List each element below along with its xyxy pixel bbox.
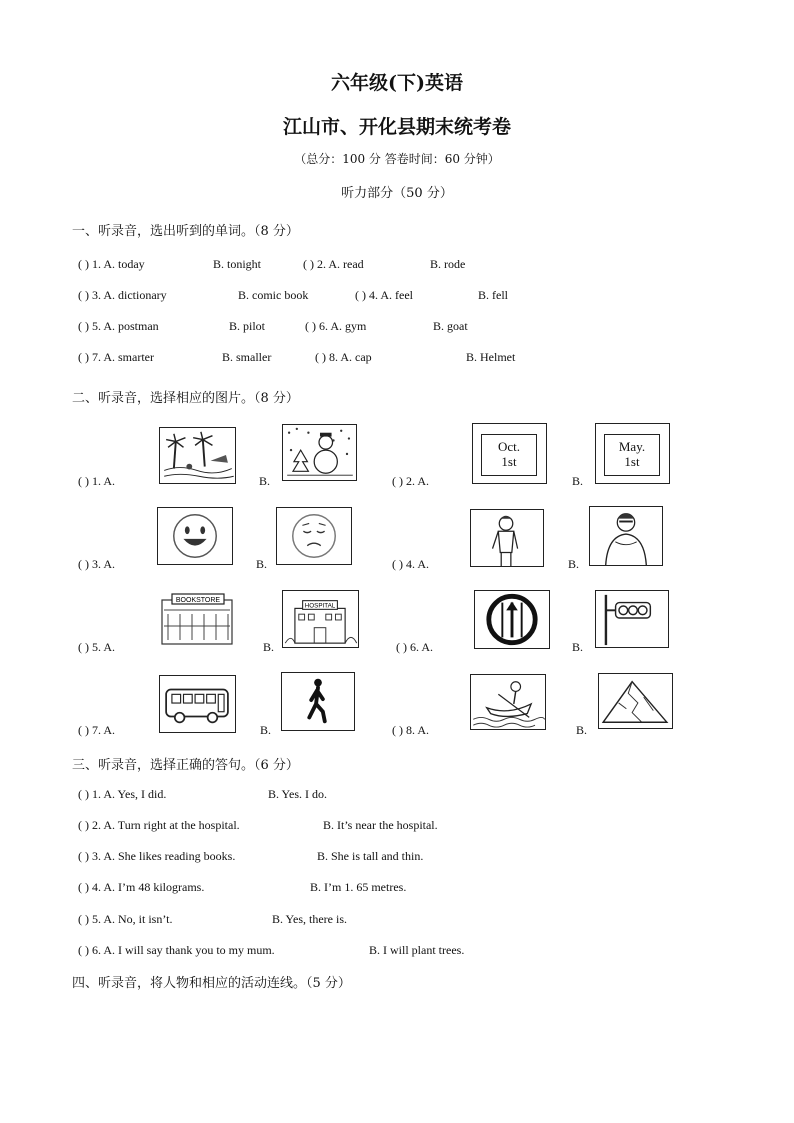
- answer-1-b: B. Yes. I do.: [268, 787, 328, 801]
- question-6-b: B. goat: [433, 319, 468, 333]
- answer-4-b: B. I’m 1. 65 metres.: [310, 880, 407, 894]
- picture-question-6-b-label: B.: [572, 640, 584, 654]
- bus-picture: [159, 675, 236, 733]
- beach-picture: [159, 427, 236, 484]
- answer-1-a: ( ) 1. A. Yes, I did.: [78, 787, 167, 801]
- picture-question-8-label: ( ) 8. A.: [392, 723, 429, 737]
- bookstore-sign: BOOKSTORE: [175, 597, 221, 604]
- question-8-a: ( ) 8. A. cap: [315, 350, 372, 364]
- question-5-b: B. pilot: [229, 319, 266, 333]
- calendar-may-day: 1st: [624, 454, 640, 469]
- snowman-picture: [282, 424, 357, 481]
- picture-question-1-label: ( ) 1. A.: [78, 474, 115, 488]
- question-6-a: ( ) 6. A. gym: [305, 319, 367, 333]
- picture-question-4-b-label: B.: [568, 557, 580, 571]
- answer-2-a: ( ) 2. A. Turn right at the hospital.: [78, 818, 240, 832]
- answer-6-a: ( ) 6. A. I will say thank you to my mum.: [78, 943, 275, 957]
- calendar-oct-month: Oct.: [497, 439, 521, 454]
- traffic-light-picture: [595, 590, 669, 648]
- picture-question-6-label: ( ) 6. A.: [396, 640, 433, 654]
- question-5-a: ( ) 5. A. postman: [78, 319, 159, 333]
- section-1-title: 一、听录音，选出听到的单词。（8 分）: [72, 224, 299, 239]
- picture-question-7-label: ( ) 7. A.: [78, 723, 115, 737]
- picture-question-5-b-label: B.: [263, 640, 275, 654]
- answer-6-b: B. I will plant trees.: [369, 943, 465, 957]
- question-3-b: B. comic book: [238, 288, 309, 302]
- answer-5-b: B. Yes, there is.: [272, 912, 348, 926]
- calendar-oct-picture: [472, 423, 547, 484]
- happy-face-picture: [157, 507, 233, 565]
- picture-question-2-b-label: B.: [572, 474, 584, 488]
- picture-question-3-label: ( ) 3. A.: [78, 557, 115, 571]
- calendar-may-month: May.: [618, 439, 646, 454]
- question-2-b: B. rode: [430, 257, 466, 271]
- picture-question-5-label: ( ) 5. A.: [78, 640, 115, 654]
- question-1-b: B. tonight: [213, 257, 262, 271]
- answer-2-b: B. It’s near the hospital.: [323, 818, 438, 832]
- picture-question-2-label: ( ) 2. A.: [392, 474, 429, 488]
- sad-face-picture: [276, 507, 352, 565]
- picture-question-4-label: ( ) 4. A.: [392, 557, 429, 571]
- bookstore-picture: [158, 590, 235, 648]
- answer-3-b: B. She is tall and thin.: [317, 849, 424, 863]
- picture-question-7-b-label: B.: [260, 723, 272, 737]
- exam-subtitle: 江山市、开化县期末统考卷: [282, 116, 511, 138]
- question-7-b: B. smaller: [222, 350, 272, 364]
- answer-4-a: ( ) 4. A. I’m 48 kilograms.: [78, 880, 205, 894]
- question-4-a: ( ) 4. A. feel: [355, 288, 413, 302]
- part-heading: 听力部分（50 分）: [341, 186, 453, 201]
- walking-man-picture: [281, 672, 355, 731]
- answer-5-a: ( ) 5. A. No, it isn’t.: [78, 912, 173, 926]
- calendar-oct-day: 1st: [501, 454, 517, 469]
- section-4-title: 四、听录音，将人物和相应的活动连线。（5 分）: [72, 976, 351, 991]
- section-2-title: 二、听录音，选择相应的图片。（8 分）: [72, 391, 299, 406]
- page-title: 六年级(下)英语: [331, 72, 463, 94]
- mountain-picture: [598, 673, 673, 729]
- question-7-a: ( ) 7. A. smarter: [78, 350, 154, 364]
- question-3-a: ( ) 3. A. dictionary: [78, 288, 167, 302]
- hospital-sign: HOSPITAL: [304, 602, 336, 610]
- picture-question-8-b-label: B.: [576, 723, 588, 737]
- question-1-a: ( ) 1. A. today: [78, 257, 145, 271]
- rowing-boat-picture: [470, 674, 546, 730]
- calendar-may-picture: [595, 423, 670, 484]
- question-8-b: B. Helmet: [466, 350, 516, 364]
- picture-question-3-b-label: B.: [256, 557, 268, 571]
- section-3-title: 三、听录音，选择正确的答句。（6 分）: [72, 758, 299, 773]
- hospital-picture: [282, 590, 359, 648]
- question-4-b: B. fell: [478, 288, 508, 302]
- exam-info: （总分：100 分 答卷时间：60 分钟）: [294, 152, 500, 166]
- question-2-a: ( ) 2. A. read: [303, 257, 364, 271]
- picture-question-1-b-label: B.: [259, 474, 271, 488]
- one-way-sign-picture: [474, 590, 550, 649]
- strong-man-picture: [589, 506, 663, 566]
- thin-boy-picture: [470, 509, 544, 567]
- answer-3-a: ( ) 3. A. She likes reading books.: [78, 849, 236, 863]
